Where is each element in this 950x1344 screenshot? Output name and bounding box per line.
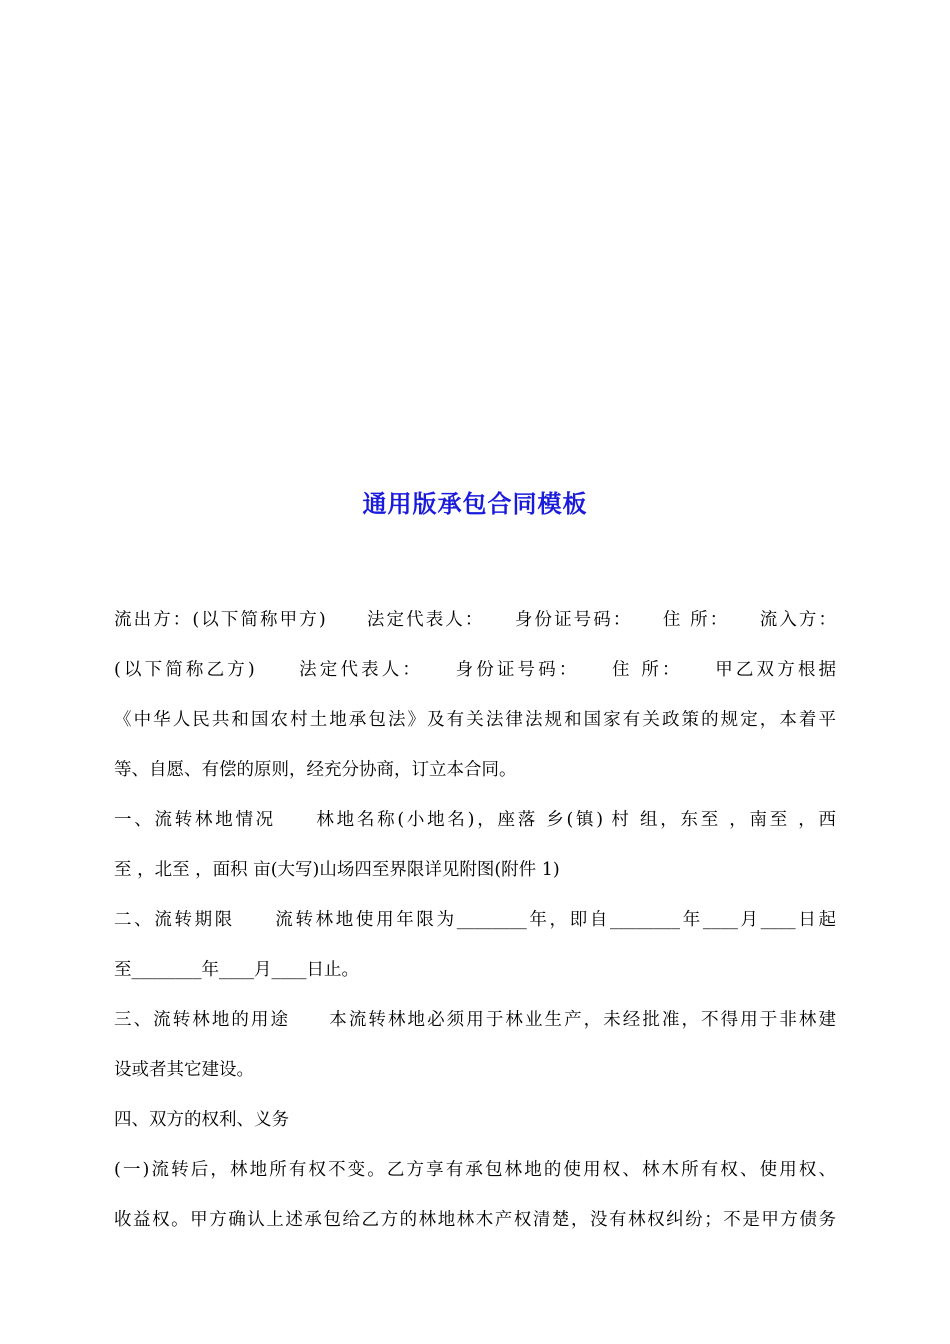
paragraph-line: 《中华人民共和国农村土地承包法》及有关法律法规和国家有关政策的规定，本着平 — [114, 710, 836, 730]
paragraph-line: (一)流转后，林地所有权不变。乙方享有承包林地的使用权、林木所有权、使用权、 — [114, 1160, 836, 1180]
paragraph-line: (以下简称乙方) 法定代表人： 身份证号码： 住 所： 甲乙双方根据 — [114, 660, 836, 680]
paragraph-line: 至________年____月____日止。 — [114, 960, 359, 980]
section-heading: 四、双方的权利、义务 — [114, 1110, 289, 1130]
paragraph-line: 流出方：(以下简称甲方) 法定代表人： 身份证号码： 住 所： 流入方： — [114, 610, 836, 630]
paragraph-line: 至 ，北至 ，面积 亩(大写)山场四至界限详见附图(附件 1) — [114, 860, 560, 880]
paragraph-line: 二、流转期限 流转林地使用年限为________年，即自________年____月____日起 — [114, 910, 836, 930]
document-title: 通用版承包合同模板 — [362, 490, 588, 518]
paragraph-line: 设或者其它建设。 — [114, 1060, 254, 1080]
paragraph-line: 收益权。甲方确认上述承包给乙方的林地林木产权清楚，没有林权纠纷；不是甲方债务 — [114, 1210, 836, 1230]
paragraph-line: 三、流转林地的用途 本流转林地必须用于林业生产，未经批准，不得用于非林建 — [114, 1010, 836, 1030]
paragraph-line: 一、流转林地情况 林地名称(小地名)，座落 乡(镇) 村 组，东至 ，南至 ，西 — [114, 810, 836, 830]
paragraph-line: 等、自愿、有偿的原则，经充分协商，订立本合同。 — [114, 760, 517, 780]
